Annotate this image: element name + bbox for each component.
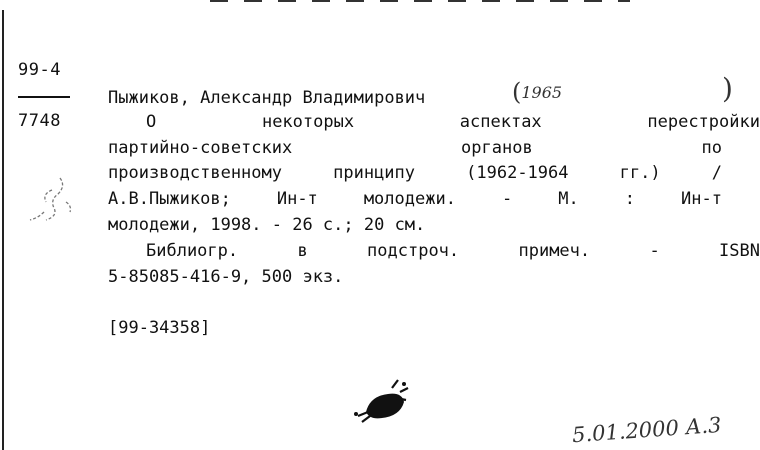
- title-word: (1962-1964: [466, 163, 569, 183]
- note-word: подстроч.: [367, 241, 460, 261]
- responsibility-line: [108, 189, 722, 209]
- handwritten-processing-note: 5.01.2000 А.3: [571, 412, 723, 448]
- title-word: гг.): [619, 163, 661, 183]
- title-word: /: [711, 163, 722, 183]
- title-line-1: [108, 112, 760, 132]
- note-word: ISBN: [719, 241, 760, 261]
- handwritten-date-text: 1965: [521, 82, 563, 102]
- author-name: Пыжиков, Александр Владимирович: [108, 88, 426, 108]
- entry-word: А.В.Пыжиков;: [108, 189, 231, 209]
- title-word: по: [701, 138, 722, 158]
- record-id-text: [99-34358]: [108, 318, 211, 338]
- entry-word: Ин-т: [276, 189, 318, 209]
- isbn-text: 5-85085-416-9, 500 экз.: [108, 267, 344, 287]
- left-edge-line: [2, 10, 4, 450]
- close-paren: ): [722, 72, 733, 105]
- entry-word: :: [624, 189, 635, 209]
- title-word: аспектах: [459, 112, 542, 132]
- ink-blot-mark: [352, 378, 412, 426]
- title-word: принципу: [333, 163, 416, 183]
- isbn-line: [108, 267, 722, 287]
- notes-line: [108, 241, 760, 261]
- note-word: примеч.: [518, 241, 591, 261]
- entry-word: Ин-т: [680, 189, 722, 209]
- shelf-mark-top: 99-4: [18, 60, 61, 80]
- note-word: Библиогр.: [146, 241, 239, 261]
- title-word: О: [146, 112, 157, 132]
- shelf-mark-divider: [18, 96, 70, 98]
- publication-line: [108, 215, 722, 235]
- author-line: [108, 88, 722, 108]
- pencil-scribble-mark: [22, 172, 82, 242]
- title-line-3: [108, 163, 722, 183]
- shelf-mark-bottom: 7748: [18, 111, 61, 131]
- title-word: органов: [461, 138, 533, 158]
- title-word: некоторых: [261, 112, 355, 132]
- top-edge-dashes: [210, 0, 630, 2]
- note-word: -: [649, 241, 660, 261]
- handwritten-birth-year: [512, 78, 562, 106]
- open-paren: (: [512, 78, 522, 106]
- entry-word: М.: [558, 189, 579, 209]
- publication-text: молодежи, 1998. - 26 с.; 20 см.: [108, 215, 426, 235]
- note-word: в: [297, 241, 308, 261]
- record-number: [108, 318, 722, 338]
- title-word: перестройки: [647, 112, 760, 132]
- title-word: производственному: [108, 163, 282, 183]
- title-line-2: [108, 138, 722, 158]
- title-word: партийно-советских: [108, 138, 293, 158]
- entry-word: -: [501, 189, 513, 209]
- entry-word: молодежи.: [363, 189, 456, 209]
